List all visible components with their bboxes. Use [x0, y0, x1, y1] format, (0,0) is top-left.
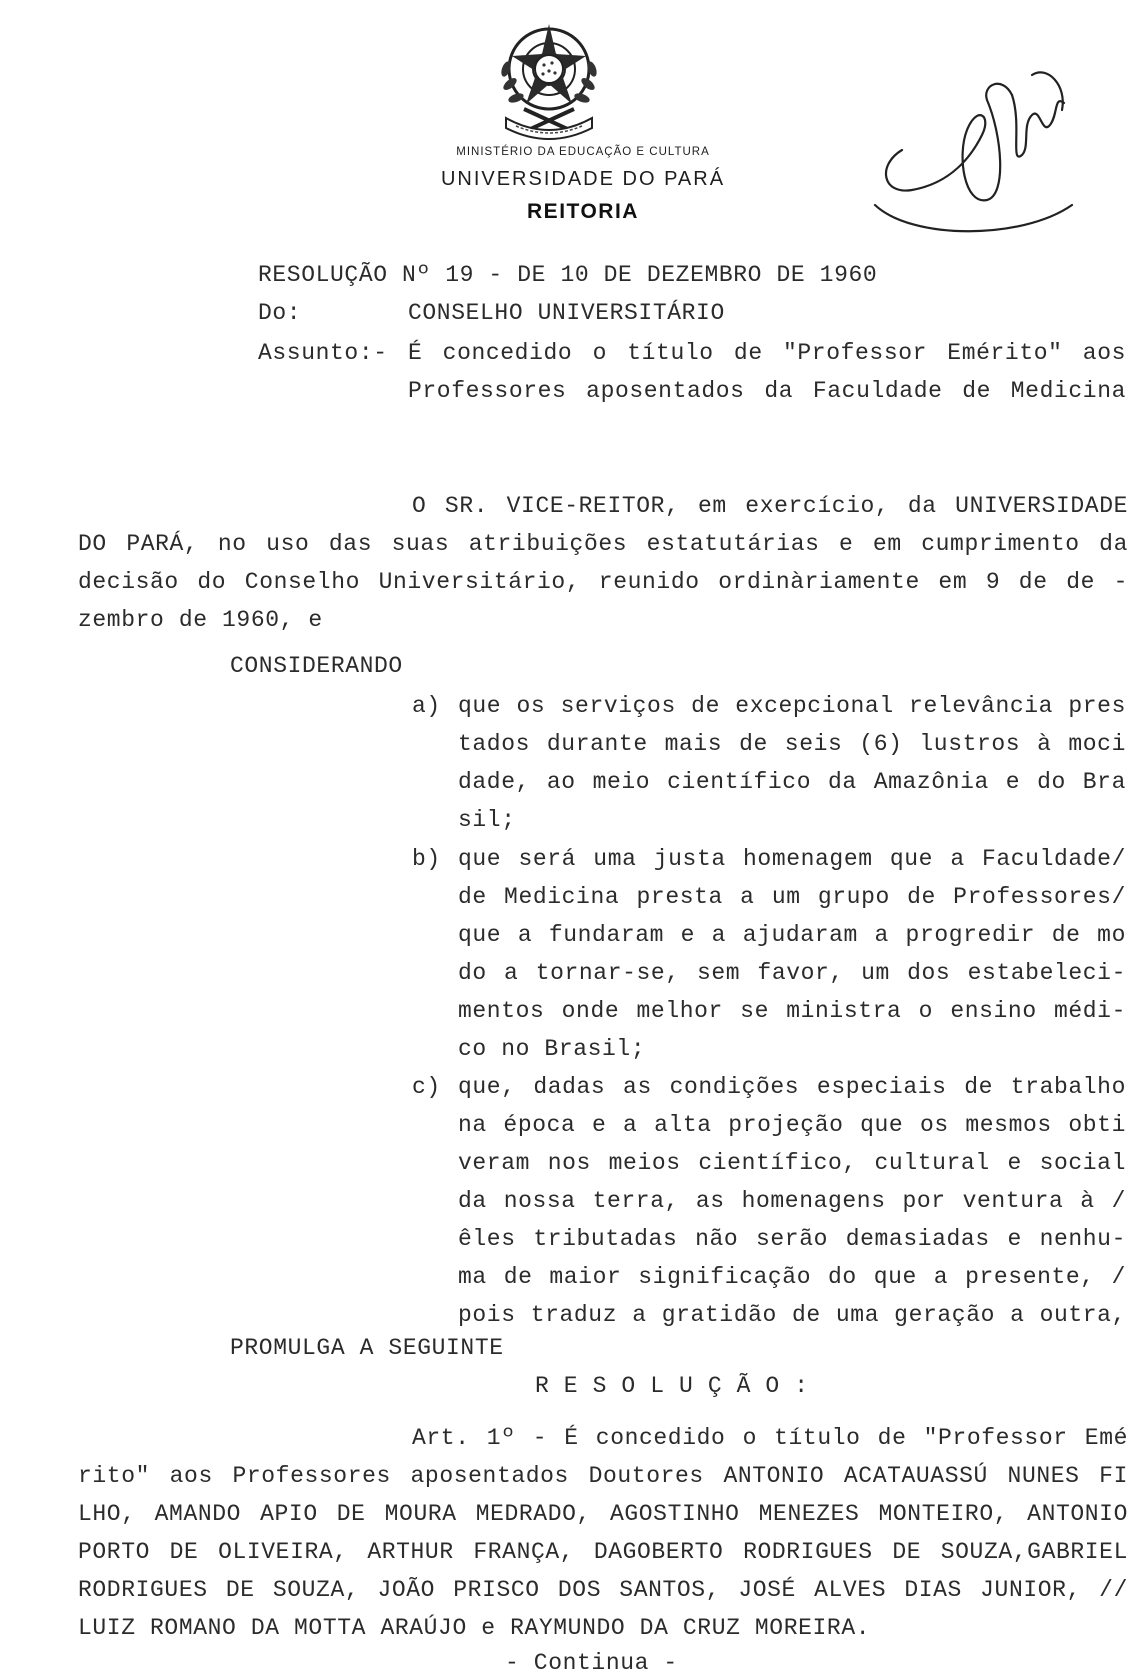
item-c-line: êles tributadas não serão demasiadas e nenhu-: [458, 1226, 1126, 1252]
item-c-line: da nossa terra, as homenagens por ventura à /: [458, 1188, 1126, 1214]
preamble-line: decisão do Conselho Universitário, reunido ordinàriamente em 9 de de -: [78, 569, 1128, 595]
resolution-number-line: RESOLUÇÃO Nº 19 - DE 10 DE DEZEMBRO DE 1960: [258, 262, 878, 288]
item-a-line: dade, ao meio científico da Amazônia e do Bra: [458, 769, 1126, 795]
article-line: rito" aos Professores aposentados Doutores ANTONIO ACATAUASSÚ NUNES FI: [78, 1463, 1128, 1489]
item-marker: a): [412, 693, 441, 719]
item-marker: b): [412, 846, 441, 872]
item-a-line: sil;: [458, 807, 516, 833]
item-c-line: pois traduz a gratidão de uma geração a outra,: [458, 1302, 1126, 1328]
ministry-name: MINISTÉRIO DA EDUCAÇÃO E CULTURA: [456, 146, 710, 158]
item-b-line: de Medicina presta a um grupo de Professores/: [458, 884, 1126, 910]
item-c-line: que, dadas as condições especiais de trabalho: [458, 1074, 1126, 1100]
article-line: Art. 1º - É concedido o título de "Professor Emé: [412, 1425, 1128, 1451]
item-b-line: que será uma justa homenagem que a Faculdade/: [458, 846, 1126, 872]
item-marker: c): [412, 1074, 441, 1100]
subject-line: Professores aposentados da Faculdade de Medicina: [408, 378, 1126, 404]
item-c-line: veram nos meios científico, cultural e social: [458, 1150, 1126, 1176]
handwritten-signature-icon: [872, 55, 1092, 245]
university-name: UNIVERSIDADE DO PARÁ: [440, 168, 726, 190]
coat-of-arms-icon: [494, 14, 604, 146]
preamble-line: O SR. VICE-REITOR, em exercício, da UNIVERSIDADE: [412, 493, 1128, 519]
item-b-line: co no Brasil;: [458, 1036, 646, 1062]
item-a-line: tados durante mais de seis (6) lustros à moci: [458, 731, 1126, 757]
preamble-line: zembro de 1960, e: [78, 607, 323, 633]
considerando-heading: CONSIDERANDO: [230, 653, 403, 679]
continua-footer: - Continua -: [505, 1650, 678, 1676]
article-line: LHO, AMANDO APIO DE MOURA MEDRADO, AGOSTINHO MENEZES MONTEIRO, ANTONIO: [78, 1501, 1128, 1527]
preamble-line: DO PARÁ, no uso das suas atribuições estatutárias e em cumprimento da: [78, 531, 1128, 557]
item-b-line: do a tornar-se, sem favor, um dos estabeleci-: [458, 960, 1126, 986]
article-line: RODRIGUES DE SOUZA, JOÃO PRISCO DOS SANTOS, JOSÉ ALVES DIAS JUNIOR, //: [78, 1577, 1128, 1603]
item-b-line: que a fundaram e a ajudaram a progredir de mo: [458, 922, 1126, 948]
office-name: REITORIA: [527, 200, 639, 223]
subject-label: Assunto:-: [258, 340, 388, 366]
item-b-line: mentos onde melhor se ministra o ensino médi-: [458, 998, 1126, 1024]
article-line: LUIZ ROMANO DA MOTTA ARAÚJO e RAYMUNDO DA CRUZ MOREIRA.: [78, 1615, 871, 1641]
item-c-line: na época e a alta projeção que os mesmos obti: [458, 1112, 1126, 1138]
item-c-line: ma de maior significação do que a presente, /: [458, 1264, 1126, 1290]
subject-line: É concedido o título de "Professor Emérito" aos: [408, 340, 1126, 366]
from-value: CONSELHO UNIVERSITÁRIO: [408, 300, 725, 326]
resolucao-heading: R E S O L U Ç Ã O :: [535, 1373, 809, 1399]
from-label: Do:: [258, 300, 302, 326]
item-a-line: que os serviços de excepcional relevância pres: [458, 693, 1126, 719]
article-line: PORTO DE OLIVEIRA, ARTHUR FRANÇA, DAGOBERTO RODRIGUES DE SOUZA,GABRIEL: [78, 1539, 1128, 1565]
promulga-line: PROMULGA A SEGUINTE: [230, 1335, 504, 1361]
